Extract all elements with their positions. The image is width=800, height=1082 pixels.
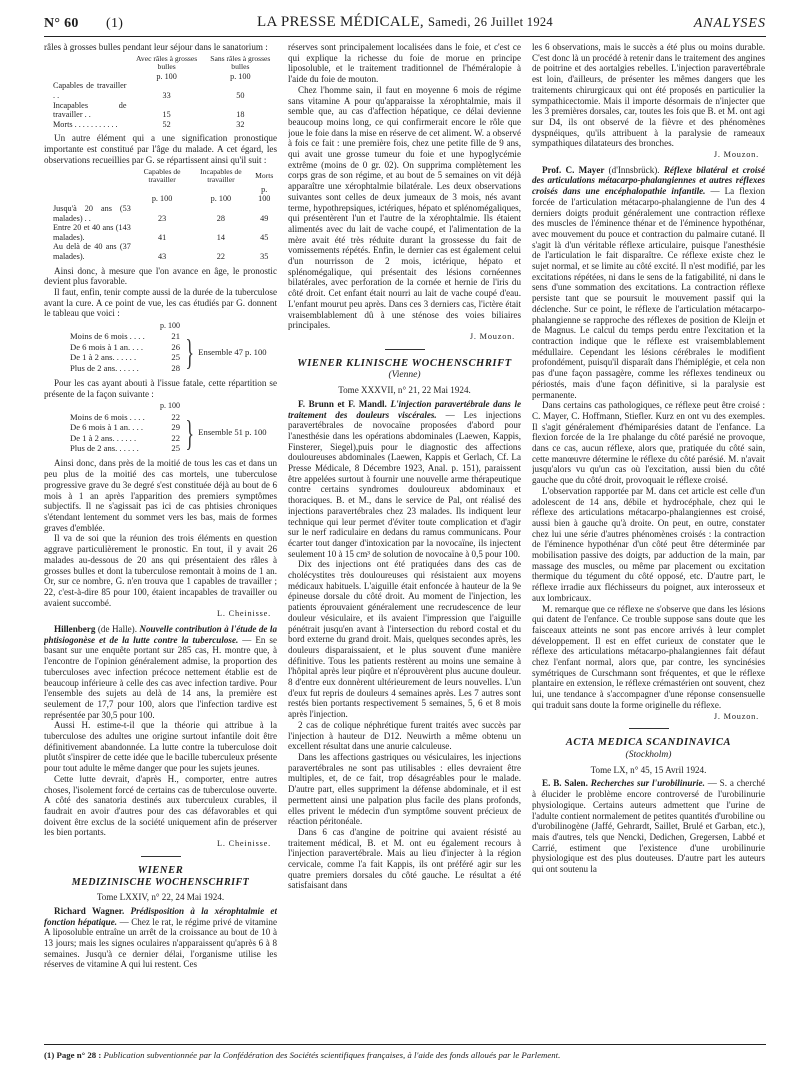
ensemble-label: Ensemble 51 p. 100 [198,427,267,438]
paragraph: Ainsi donc, à mesure que l'on avance en âge, le pronostic devient plus favorable. [44,265,277,287]
issue-date: Samedi, 26 Juillet 1924 [428,15,553,29]
table-row: De 1 à 2 ans. . . . . . 25 [70,352,180,363]
journal-issue: Tome XXXVII, n° 21, 22 Mai 1924. [338,385,471,396]
separator [629,728,669,729]
paragraph: Un autre élément qui a une signification pronostique importante est constitué par l'âge du malade. A cet égard, les observations recueillies par G. se répartissent ainsi qu'il suit : [44,133,277,165]
page-header [44,14,766,34]
table-age: Capables de travailler Incapables de travailler Morts p. 100 p. 100 p. 100 Jusqu'à 20 ans (53 malades) . . 23 28 49 Entre 20 et 40 ans (143 malades). 41 14 45 Au delà de 40 ans (37 malades). 43 22 35 [50,168,277,262]
article-start [44,906,277,970]
article-start [532,165,765,400]
table-duration-fatal: p. 100 Moins de 6 mois . . . . 22 De 6 mois à 1 an. . . . 29 De 1 à 2 ans. . . . . . 22 Plus de 2 ans. . . . . . 25 } Ensemble 51 p. 100 [70,401,267,454]
journal-heading: WIENER KLINISCHE WOCHENSCHRIFT [297,357,512,369]
paragraph: les 6 observations, mais le succès a été plus ou moins durable. C'est donc là un procédé à retenir dans le traitement des angines de poitrine et des aortalgies rebelles. L'injection paravertébrale est loin, d'ailleurs, de présenter les mêmes dangers que les traitements chirurgicaux qui ont été proposés en particulier la sympathicectomie. Mais il importe désormais de n'injecter que les 3 premières dorsales, car, toutes les fois que B. et M. ont agi sur D4, ils ont observé de la fièvre et des phénomènes dyspnéiques, qu'ils attribuent à la paralysie de rameaux sympathiques dilatateurs des bronches. [532,42,765,149]
paragraph: râles à grosses bulles pendant leur séjour dans le sanatorium : [44,42,268,52]
column-1 [44,42,277,1042]
article-title: Réflexe bilatéral et croisé des articulations métacarpo-phalangiennes et autres réflexes croisés dans une encéphalopathie infantile. [532,164,765,197]
journal-city: (Stockholm) [625,750,672,760]
journal-issue: Tome LXXIV, n° 22, 24 Mai 1924. [96,892,225,903]
brace: } [185,332,194,373]
table-row: De 1 à 2 ans. . . . . . 22 [70,432,180,443]
article-text: — Chez le rat, le régime privé de vitamine A liposoluble entraîne un arrêt de la croissance au bout de 10 à 13 jours; mais les signes oculaires n'apparaissent qu'après 6 à 8 semaines. Jusqu'à ce dernier délai, l'organisme utilise les réserves de vitamine A qui lui restent. Ces [44,916,277,970]
table-duration: p. 100 Moins de 6 mois . . . . 21 De 6 mois à 1 an. . . . 26 De 1 à 2 ans. . . . . . 25 Plus de 2 ans. . . . . . 28 } Ensemble 47 p. 100 [70,321,267,373]
page-number: N° 60 [44,16,79,31]
separator [141,856,181,857]
paragraph: Dans certains cas pathologiques, ce réflexe peut être croisé : C. Mayer, C. Hoffmann, Stiefler. Kurz en ont vu des exemples. Il s'agit généralement d'hémiparésies datant de l'enfance. La flexion forcée de la 1re phalange du côté parésié ne provoque, dans ce cas, aucun réflexe, alors que, pratiquée du côté sain, cette manœuvre détermine le réflexe du côté parésié. M. n'avait jusqu'alors vu qu'un cas où l'excitation, aussi bien du côté gauche que du côté droit, provoquait le réflexe croisé. [532,400,765,486]
table-row: Incapables de travailler . . 15 18 [53,100,245,120]
paragraph: Dix des injections ont été pratiquées dans des cas de cholécystites très douloureuses qui résistaient aux moyens médicaux habituels. L'aiguille était enfoncée à hauteur de la 9e épineuse dorsale du côté droit. Au moment de l'injection, les patients éprouvaient généralement une recrudescence de leur douleur vésiculaire, et ils avaient l'impression que l'aiguille pénétrait jusqu'en avant à l'intersection du rebord costal et du bord externe du grand droit. Mais, quelques secondes après, les douleurs disparaissaient, et le plus souvent d'une manière définitive. Tous les patients restèrent au moins une semaine à l'hôpital après leur piqûre et n'éprouvèrent plus aucune douleur. 8 d'entre eux donnèrent ultérieurement de leurs nouvelles. L'un d'eux fut repris de douleurs 4 semaines après. Les 7 autres sont restés bien portants respectivement 5 semaines, 5, 6 et 8 mois après l'injection. [288,559,521,720]
table-row: Capables de travailler . . 33 50 [53,81,245,101]
page-footer [44,1050,766,1060]
table-row: De 6 mois à 1 an. . . . 26 [70,341,180,352]
paragraph: Ainsi donc, dans près de la moitié de tous les cas et dans un peu plus de la moitié des cas mortels, une tuberculose progressive grave du 3e degré s'est constituée déjà au bout de 6 mois à 1 an après l'apparition des premiers symptômes subjectifs. Il ne s'agissait pas ici de cas phtisies chroniques s'étendant lentement du sommet vers les bas, mais de formes graves d'emblée. [44,458,277,533]
article-author: Prof. C. Mayer [542,164,605,175]
table-row: Moins de 6 mois . . . . 22 [70,411,180,422]
signature: J. Mouzon. [713,711,759,721]
unit-label: p. 100 [230,71,251,81]
article-city: (d'Innsbrück). [608,164,660,175]
unit-label: p. 100 [156,71,177,81]
column-header: Sans râles à grosses bulles [210,53,271,72]
article-start [288,399,521,560]
paragraph: Chez l'homme sain, il faut en moyenne 6 mois de régime sans vitamine A pour qu'apparaisse la xérophtalmie, mais il semble que, au cas d'affection hépatique, ce délai devienne beaucoup moins long, ce qui confirmerait encore le rôle que joue le foie dans la mise en réserve de cet aliment. W. a observé à fois ce fait : une première fois, chez une petite fille de 9 ans, qui avait une grosse tumeur du foie et une hypoglycémie extrême (moins de 0 gr. 02). On supprima complètement les corps gras de son régime, et au bout de 5 semaines on vit déjà apparaître une xérophtalmie bilatérale. Les deux observations suivantes sont celles de deux jumeaux de 3 mois, nés avant terme, hypothrepsiques, ictériques, hépato et splénomégaliques, qui présentèrent l'un et l'autre de la xérophtalmie. Ils étaient alimentés avec du lait de vache coupé, et l'alimentation de la mère avait été très réduite durant la grossesse du fait de vomissements répétés. Enfin, le dernier cas est également celui d'un nourrisson de 2 mois, ictérique, hépato et splénomégalique, qui présentait des lésions cornéennes bilatérales, avec perforation de la cornée et hernie de l'iris du côté droit. Cet enfant était nourri au lait de vache coupé d'eau. L'enfant mourut peu après. Dans ces 3 derniers cas, l'ictère était vraisemblablement dû à une sténose des voies biliaires principales. [288,84,521,331]
article-text: — La flexion forcée de l'articulation métacarpo-phalangienne de l'un des 4 derniers doigts produit généralement une contraction réflexe des muscles de l'éminence thénar et de l'éminence hypothénar, avec mouvement du pouce et contraction du palmaire cutané. Il s'agit là d'un véritable réflexe articulaire, puisque l'anesthésie de l'articulation le fait disparaître. Ce réflexe existe chez le sujet normal, et se limite au côté excité. Il n'est modifié, par les excitations répétées, ni dans le sens de la fatigabilité, ni dans le sens d'une sommation des excitations. La contraction réflexe persiste tant que se poursuit le mouvement passif qui la déclenche. Sur ce point, le réflexe de l'articulation métacarpo-phalangienne se rapproche des réflexes de position de Kleijn et de Magnus. Le calcul du temps perdu entre l'excitation et la contraction indique que le réflexe est vraisemblablement médullaire. Cependant les lésions cérébrales le modifient profondément, puisqu'il disparaît dans l'hémiplégie, et cela non pas d'une façon passagère, comme les réflexes tendineux ou périostés, mais d'une façon définitive, si la paralysie est permanente. [532,186,765,400]
column-header: Capables de travailler [143,166,181,185]
journal-name: LA PRESSE MÉDICALE, [257,14,424,30]
table-row: Plus de 2 ans. . . . . . 28 [70,362,180,373]
column-header: Morts [255,170,274,180]
paragraph: L'observation rapportée par M. dans cet article est celle d'un adolescent de 14 ans, débile et hydrocéphale, chez qui le réflexe des articulations métacarpo-phalangiennes est croisé, aussi bien à gauche qu'à droite. On peut, en outre, constater chez lui une série d'autres phénomènes croisés : la contraction de l'éminence hypothénar d'un côté peut être déterminée par mobilisation passive des doigts, par adduction de la main, par massage des muscles, ou même par placement ou excitation thermique du tégument du côté opposé, etc. D'autre part, le réflexe irradie aux fléchisseurs du poignet, aux interosseux et aux lombricaux. [532,485,765,603]
column-header: Avec râles à grosses bulles [136,53,198,72]
signature: L. Cheinisse. [217,839,271,849]
article-title: Prédisposition à la xérophtalmie et fonction hépatique. [44,905,277,927]
journal-title [44,14,766,31]
section-name: ANALYSES [693,16,766,31]
journal-issue: Tome LX, n° 45, 15 Avril 1924. [590,764,707,775]
separator [385,349,425,350]
table-row: De 6 mois à 1 an. . . . 29 [70,422,180,433]
article-author: Hillenberg [54,624,96,635]
journal-heading: ACTA MEDICA SCANDINAVICA [565,737,732,749]
paragraph: Pour les cas ayant abouti à l'issue fatale, cette répartition se présente de la façon suivante : [44,378,277,399]
brace: } [185,412,194,453]
paragraph: 2 cas de colique néphrétique furent traités avec succès par l'injection à hauteur de D12. Neuwirth a même obtenu un excellent résultat dans une anurie calculeuse. [288,719,521,752]
article-author: E. B. Salen. [542,778,588,789]
journal-heading: WIENER [137,864,184,876]
paragraph: Il faut, enfin, tenir compte aussi de la durée de la tuberculose avant la cure. A ce point de vue, les cas étudiés par G. donnent le tableau que voici : [44,286,277,319]
table-row: Morts . . . . . . . . . . . 52 32 [53,119,245,129]
ensemble-label: Ensemble 47 p. 100 [198,347,267,358]
table-row: Au delà de 40 ans (37 malades). 43 22 35 [53,242,269,261]
journal-heading-sub: MEDIZINISCHE WOCHENSCHRIFT [71,876,250,888]
article-author: F. Brunn et F. Mandl. [298,398,387,409]
header-rule [44,36,766,37]
paragraph: Cette lutte devrait, d'après H., comporter, entre autres choses, l'isolement forcé de certains cas de tuberculose ouverte. A côté des sanatoria destinés aux tuberculeux curables, il faudrait en avoir d'autres pour des cas défavorables et qui doivent être exclus de la société uniquement afin de préserver les bien portants. [44,773,277,838]
journal-city: (Vienne) [388,370,421,381]
footer-rule [44,1044,766,1045]
signature: L. Cheinisse. [217,609,271,619]
article-title: Nouvelle contribution à l'étude de la phtisiogonèse et de la lutte contre la tuberculose. [44,624,277,645]
signature: J. Mouzon. [469,331,515,341]
table-row: Plus de 2 ans. . . . . . 25 [70,443,180,454]
article-title: Recherches sur l'urobilinurie. [590,778,705,789]
column-3 [532,42,765,1042]
article-author: Richard Wagner. [54,905,125,916]
article-start [44,624,277,720]
table-row: Moins de 6 mois . . . . 21 [70,331,180,342]
article-city: (de Halle). [97,624,137,635]
table-row: Jusqu'à 20 ans (53 malades) . . 23 28 49 [53,203,269,223]
footer-text: Publication subventionnée par la Confédération des Sociétés scientifiques françaises, à l'aide des fonds alloués par le Parlement. [103,1050,561,1060]
table-rales [50,55,277,130]
article-text: — Les injections paravertébrales de novocaïne proposées d'abord pour l'anesthésie dans les opérations abdominales (Laewen, Kappis, Finsterer, Siegel),puis pour le diagnostic des affections douloureuses abdominales (Laewen, Kappis et Gerlach, Cf. La Presse Médicale, 8 Décembre 1923, Anal. p. 151), paraissent être appelées surtout à fournir une nouvelle arme thérapeutique contre certains syndromes douloureux abdominaux et thoraciques. B. et M., dans le service de Pal, ont réalisé des injections paravertébrales chez 23 malades. Ils indiquent leur technique qui leur permet d'éviter toute complication et d'agir sur le nerf radiculaire en dedans du ramus communicans. Pour écarter tout danger d'intoxication par la novocaïne, ils injectent seulement 10 à 15 cm³ de solution de novocaïne à 0,5 pour 100. [288,409,521,559]
article-text: — En se basant sur une enquête portant sur 285 cas, H. montre que, à l'encontre de l'opinion généralement admise, la proportion des tuberculoses avec infection précoce nettement établie est de beaucoup inférieure à celle des cas avec infection tardive. Pour l'ensemble des sujets au delà de 14 ans, la première est seulement de 17,7 pour 100, alors que l'infection tardive est représentée par 30,5 pour 100. [44,634,277,720]
paragraph: Il va de soi que la réunion des trois éléments en question aggrave particulièrement le pronostic. En tout, il y avait 26 malades au-dessous de 20 ans qui présentaient des râles à grosses bulles et dont la tuberculose remontait à moins de 1 an. Or, sur ce nombre, G. n'en trouva que 1 capables de travailler ; 22, c'est-à-dire 85 pour 100, étaient incapables de travailler ou avaient succombé. [44,533,277,608]
footnote-marker: (1) [106,16,124,31]
paragraph: M. remarque que ce réflexe ne s'observe que dans les lésions qui datent de l'enfance. Ce trouble suppose sans doute que les faisceaux atteints ne sont pas encore arrivés à leur complet développement. Il est en effet curieux de constater que le réflexe des articulations métacarpo-phalangiennes fait défaut chez l'enfant normal, alors que, par contre, les syncinésies symétriques de Curschmann sont fréquentes, et que le réflexe plantaire en extension, le réflexe crémastérien ont souvent, chez lui, une tendance à s'accompagner d'une réponse consensuelle qui traduit sans doute la forme originelle du réflexe. [532,603,765,710]
article-text: — S. a cherché à élucider le problème encore controversé de l'urobilinurie physiologique. Certains auteurs admettent que l'urine de l'adulte contient normalement de petites quantités d'urobiline ou d'urobilinogène (Jaffé, Gehrardt, Saillet, Brulé et Garban, etc.), mais d'autres, tels que Nencki, Dedichen, Gregersen, Labbé et Carrié, estiment que l'existence d'une urobilinurie physiologique est des plus douteuses. D'autre part les auteurs qui ont soutenu la [532,778,765,875]
column-header: Incapables de travailler [200,166,242,185]
paragraph: Dans 6 cas d'angine de poitrine qui avaient résisté au traitement médical, B. et M. ont eu également recours à l'injection paravertébrale. Mais au lieu d'injecter à la région cervicale, comme l'a fait Kappis, ils ont préféré agir sur les quatre premiers dorsales du côté gauche. Le résultat a été satisfaisant dans [288,826,521,891]
footer-label: (1) Page n° 28 : [44,1050,102,1060]
article-title: L'injection paravertébrale dans le traitement des douleurs viscérales. [288,398,521,420]
signature: J. Mouzon. [713,150,759,160]
paragraph: Aussi H. estime-t-il que la théorie qui attribue à la tuberculose des adultes une origine surtout infantile doit être définitivement abandonnée. La lutte contre la tuberculose doit plutôt s'inspirer de cette idée que le bacille tuberculeux présente pour tout adulte le même danger que pour les sujets jeunes. [44,720,277,774]
article-start [532,778,765,874]
column-2 [288,42,521,1042]
paragraph: réserves sont principalement localisées dans le foie, et c'est ce qui explique la richesse du foie de morue en principe liposoluble, et le traitement traditionnel de l'héméralopie à l'aide du foie de mouton. [288,42,521,85]
paragraph: Dans les affections gastriques ou vésiculaires, les injections paravertébrales ne sont pas utilisables : elles devraient être multiples, et, de ce fait, trop désagréables pour le malade. D'autre part, elles suppriment la défense abdominale, et il est permettent ainsi une palpation plus facile des plans profonds, elles privent le médecin d'un symptôme souvent précieux de réaction péritonéale. [288,752,521,827]
table-row: Entre 20 et 40 ans (143 malades). 41 14 45 [53,223,269,242]
